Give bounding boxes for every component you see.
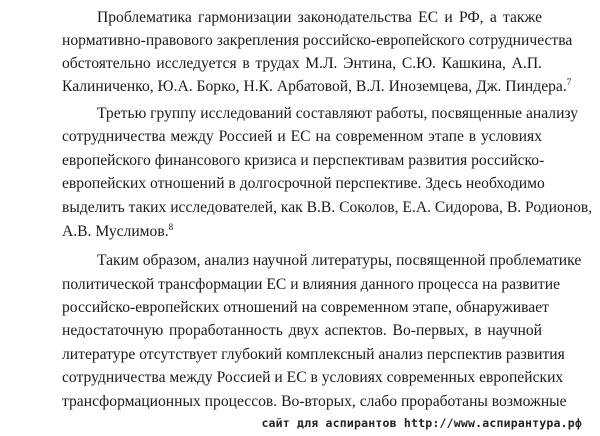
- text-line: российско-европейских отношений на современном этапе, обнаруживает: [62, 299, 549, 316]
- text-line: политической трансформации ЕС и влияния данного процесса на развитие: [62, 276, 560, 293]
- text-line: недостаточную проработанность двух аспектов. Во-первых, в научной: [62, 322, 542, 339]
- text-line-content: Калиниченко, Ю.А. Борко, Н.К. Арбатовой, В.Л. Иноземцева, Дж. Пиндера.: [62, 78, 567, 95]
- text-line: европейского финансового кризиса и перспективам развития российско-: [62, 152, 545, 169]
- text-line: сотрудничества между Россией и ЕС в условиях современных европейских: [62, 369, 564, 386]
- text-line: сотрудничества между Россией и ЕС на современном этапе в условиях: [62, 128, 542, 145]
- text-line: литературе отсутствует глубокий комплексный анализ перспектив развития: [62, 346, 565, 363]
- text-line: трансформационных процессов. Во-вторых, слабо проработаны возможные: [62, 393, 567, 410]
- text-line: Таким образом, анализ научной литературы, посвященной проблематике: [97, 252, 582, 269]
- footnote-ref-7: 7: [566, 77, 572, 87]
- text-line-last: [62, 222, 542, 242]
- text-line: Третью группу исследований составляют работы, посвященные анализу: [97, 105, 579, 122]
- text-line: Проблематика гармонизации законодательства ЕС и РФ, а также: [97, 9, 542, 26]
- site-footer-watermark: сайт для аспирантов http://www.аспирантура.рф: [261, 416, 582, 430]
- text-line-content: А.В. Муслимов.: [62, 223, 169, 240]
- text-line: европейских отношений в долгосрочной перспективе. Здесь необходимо: [62, 175, 545, 192]
- footnote-ref-8: 8: [168, 222, 174, 232]
- text-line: нормативно-правового закрепления российско-европейского сотрудничества: [62, 32, 573, 49]
- text-line-last: [62, 77, 572, 97]
- text-line: обстоятельно исследуется в трудах М.Л. Энтина, С.Ю. Кашкина, А.П.: [62, 55, 542, 72]
- text-line: выделить таких исследователей, как В.В. Соколов, Е.А. Сидорова, В. Родионов,: [62, 199, 593, 216]
